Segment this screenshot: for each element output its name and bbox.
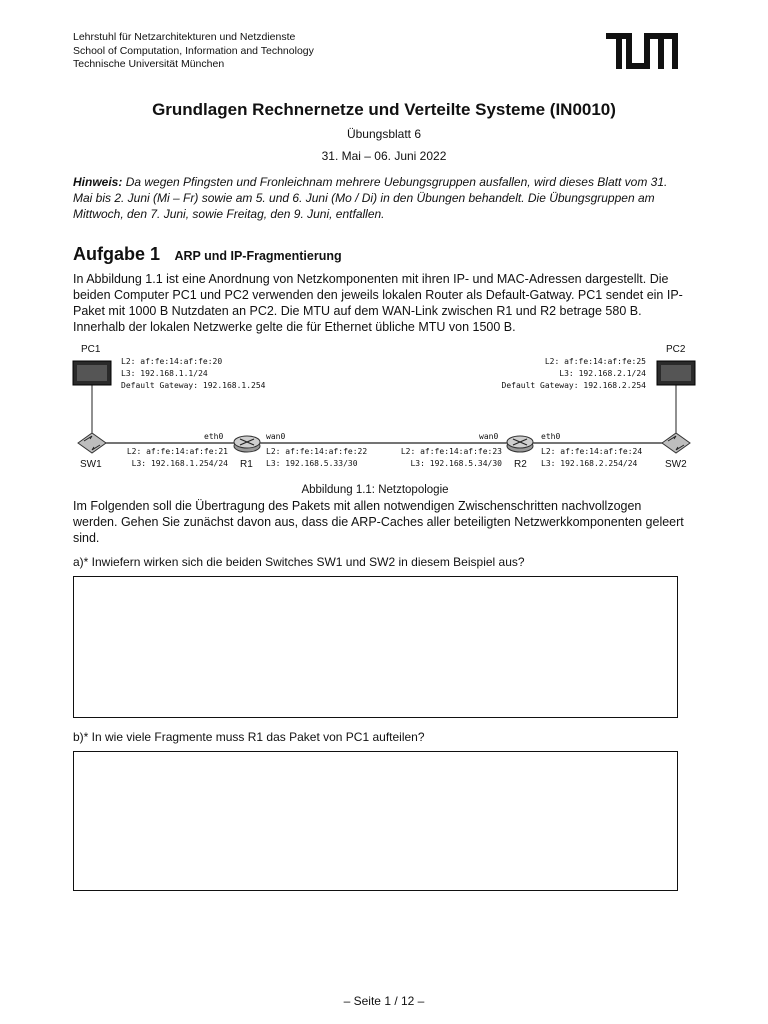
sw1-label: SW1 — [80, 459, 102, 470]
pc1-l2: L2: af:fe:14:af:fe:20 — [121, 357, 223, 366]
pc2-addresses — [502, 356, 647, 392]
hint-text: Da wegen Pfingsten und Fronleichnam mehrere Uebungsgruppen ausfallen, wird dieses Blatt vom 31. Mai bis 2. Juni (Mi – Fr) sowie am 5. und 6. Juni (Mo / Di) in den Übungen behandelt. Die Übungsgruppen am Mittwoch, den 7. Juni, sowie Freitag, den 9. Juni, entfallen. — [73, 175, 668, 221]
r1-eth-l2: L2: af:fe:14:af:fe:21 — [126, 447, 228, 456]
date-range: 31. Mai – 06. Juni 2022 — [321, 149, 447, 163]
pc1-l3: L3: 192.168.1.1/24 — [121, 369, 208, 378]
r1-eth-interface: eth0 — [204, 432, 224, 441]
answer-box-a[interactable] — [73, 576, 678, 718]
figure-caption: Abbildung 1.1: Netztopologie — [301, 484, 449, 496]
pc2-icon — [657, 361, 695, 385]
header-line-chair: Lehrstuhl für Netzarchitekturen und Netzdienste — [73, 31, 296, 43]
r2-eth-addresses — [541, 446, 642, 470]
header-line-school: School of Computation, Information and Technology — [73, 44, 314, 57]
router-r1-icon — [234, 436, 260, 452]
pc2-l2: L2: af:fe:14:af:fe:25 — [544, 357, 646, 366]
page-title: Grundlagen Rechnernetze und Verteilte Systeme (IN0010) — [152, 100, 616, 119]
switch-sw1-icon — [78, 433, 106, 453]
sw2-label: SW2 — [665, 459, 687, 470]
pc1-label: PC1 — [81, 344, 101, 355]
r2-wan-l2: L2: af:fe:14:af:fe:23 — [400, 447, 502, 456]
r1-wan-interface: wan0 — [266, 432, 286, 441]
network-topology-figure — [0, 0, 768, 480]
switch-sw2-icon — [662, 433, 690, 453]
router-r2-icon — [507, 436, 533, 452]
r2-eth-l2: L2: af:fe:14:af:fe:24 — [541, 447, 643, 456]
question-b: b)* In wie viele Fragmente muss R1 das Paket von PC1 aufteilen? — [73, 730, 425, 744]
r1-wan-l3: L3: 192.168.5.33/30 — [266, 459, 358, 468]
r1-eth-l3: L3: 192.168.1.254/24 — [131, 459, 228, 468]
r2-eth-interface: eth0 — [541, 432, 561, 441]
r2-wan-interface: wan0 — [479, 432, 499, 441]
page-number: – Seite 1 / 12 – — [343, 994, 425, 1008]
sheet-number: Übungsblatt 6 — [346, 127, 422, 141]
r1-label: R1 — [240, 459, 253, 470]
pc1-gateway: Default Gateway: 192.168.1.254 — [121, 381, 266, 390]
pc1-icon — [73, 361, 111, 385]
task-intro: In Abbildung 1.1 ist eine Anordnung von Netzkomponenten mit ihren IP- und MAC-Adressen dargestellt. Die beiden Computer PC1 und PC2 verwenden den jeweils lokalen Router als Default-Gatway. PC1 sendet ein IP-Paket mit 1000 B Nutzdaten an PC2. Die MTU auf dem WAN-Link zwischen R1 und R2 betrage 580 B. Innerhalb der lokalen Netzwerke gelte die für Ethernet übliche MTU von 1500 B. — [73, 272, 683, 334]
hint-label: Hinweis: — [73, 175, 123, 189]
task-name: ARP und IP-Fragmentierung — [174, 249, 342, 263]
r1-wan-l2: L2: af:fe:14:af:fe:22 — [266, 447, 368, 456]
pc2-l3: L3: 192.168.2.1/24 — [559, 369, 646, 378]
r2-wan-addresses — [401, 446, 502, 470]
pc1-addresses — [121, 356, 266, 392]
answer-box-b[interactable] — [73, 751, 678, 891]
task-number: Aufgabe 1 — [73, 244, 161, 264]
task-followup: Im Folgenden soll die Übertragung des Pakets mit allen notwendigen Zwischenschritten nachvollzogen werden. Gehen Sie zunächst davon aus, dass die ARP-Caches aller beteiligten Netzwerkkomponenten geleert sind. — [73, 499, 684, 545]
r2-wan-l3: L3: 192.168.5.34/30 — [410, 459, 502, 468]
pc2-gateway: Default Gateway: 192.168.2.254 — [501, 381, 646, 390]
r2-label: R2 — [514, 459, 527, 470]
pc2-label: PC2 — [666, 344, 686, 355]
r1-eth-addresses — [127, 446, 228, 470]
r1-wan-addresses — [266, 446, 367, 470]
r2-eth-l3: L3: 192.168.2.254/24 — [541, 459, 638, 468]
question-a: a)* Inwiefern wirken sich die beiden Switches SW1 und SW2 in diesem Beispiel aus? — [73, 555, 525, 569]
header-line-university: Technische Universität München — [73, 58, 225, 70]
